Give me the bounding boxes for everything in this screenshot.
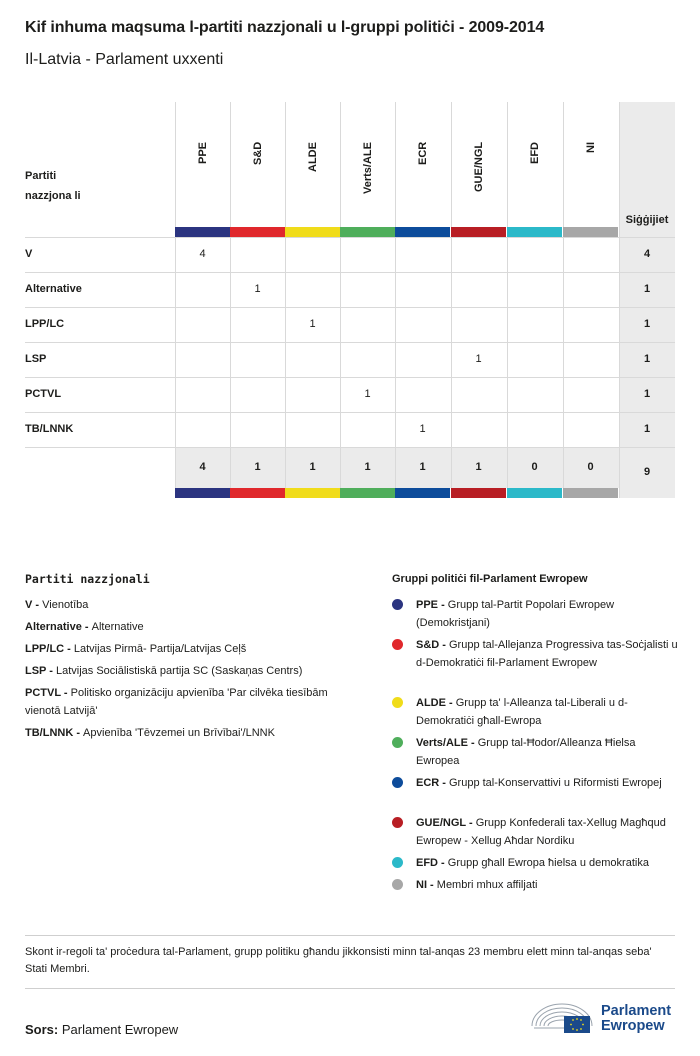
row-total: 1 — [643, 353, 651, 365]
legend-name: Grupp tal-Ħodor/Alleanza Ħielsa Ewropea — [416, 737, 636, 767]
political-group-legend-item — [416, 694, 678, 730]
row-total: 1 — [643, 423, 651, 435]
column-color-bar — [507, 227, 562, 237]
legend-abbr: S&D - — [416, 639, 449, 651]
table-cell: 4 — [199, 248, 206, 260]
national-party-legend-item — [25, 618, 365, 636]
column-header-guengl — [451, 102, 506, 226]
row-total: 1 — [643, 283, 651, 295]
column-total: 0 — [587, 461, 594, 473]
national-parties-legend-title: Partiti nazzjonali — [25, 572, 150, 586]
column-header-efd — [507, 102, 562, 226]
column-color-bar — [340, 227, 395, 237]
row-label: TB/LNNK — [25, 423, 74, 435]
column-total: 1 — [364, 461, 371, 473]
seats-table — [0, 0, 700, 520]
column-color-bar — [175, 227, 230, 237]
column-header-label: Verts/ALE — [362, 142, 374, 194]
row-divider — [25, 342, 675, 343]
legend-name: Grupp tal-Allejanza Progressiva tas-Soċjalisti u d-Demokratiċi fil-Parlament Ewropew — [416, 639, 678, 669]
national-party-legend-item — [25, 662, 365, 680]
column-color-bar — [175, 488, 230, 498]
column-total: 1 — [309, 461, 316, 473]
row-divider — [25, 377, 675, 378]
row-label: V — [25, 248, 33, 260]
row-total: 4 — [643, 248, 651, 260]
legend-name: Politisko organizāciju apvienība 'Par cilvēka tiesībām vienotā Latvijā' — [25, 687, 328, 717]
column-color-bar — [563, 227, 618, 237]
row-label: LPP/LC — [25, 318, 65, 330]
column-color-bar — [285, 488, 340, 498]
divider-bottom — [25, 988, 675, 989]
column-color-bar — [451, 227, 506, 237]
column-color-bar — [340, 488, 395, 498]
national-party-legend-item — [25, 640, 365, 658]
row-divider — [25, 272, 675, 273]
page-title: Kif inhuma maqsuma l-partiti nazzjonali u l-gruppi politiċi - 2009-2014 — [25, 19, 545, 36]
legend-color-dot — [392, 697, 403, 708]
table-cell: 1 — [475, 353, 482, 365]
column-header-label: EFD — [529, 142, 541, 164]
column-header-label: S&D — [252, 141, 264, 165]
column-header-label: PPE — [197, 141, 209, 164]
political-group-legend-item — [416, 596, 678, 632]
political-group-legend-item — [416, 876, 678, 894]
national-party-legend-item — [25, 684, 360, 720]
column-color-bar — [285, 227, 340, 237]
legend-color-dot — [392, 817, 403, 828]
legend-abbr: LSP - — [25, 665, 56, 677]
column-header-label: ALDE — [307, 142, 319, 172]
political-group-legend-item — [416, 734, 678, 770]
legend-name: Membri mhux affiljati — [436, 879, 538, 891]
legend-abbr: PCTVL - — [25, 687, 71, 699]
legend-abbr: GUE/NGL - — [416, 817, 476, 829]
legend-abbr: EFD - — [416, 857, 448, 869]
column-header-vertsale — [340, 102, 395, 226]
political-group-legend-item — [416, 636, 678, 672]
parliament-logo-text — [601, 1004, 671, 1034]
column-color-bar — [395, 227, 450, 237]
column-color-bar — [563, 488, 618, 498]
political-group-legend-item — [416, 814, 678, 850]
column-header-ni — [563, 102, 618, 226]
legend-abbr: Verts/ALE - — [416, 737, 478, 749]
legend-name: Grupp tal-Partit Popolari Ewropew (Demokristjani) — [416, 599, 615, 629]
column-color-bar — [507, 488, 562, 498]
legend-name: Grupp tal-Konservattivi u Riformisti Ewropej — [449, 777, 662, 789]
legend-abbr: TB/LNNK - — [25, 727, 84, 739]
column-header-label: ECR — [417, 141, 429, 165]
column-color-bar — [230, 488, 285, 498]
table-cell: 1 — [309, 318, 316, 330]
legend-name: Alternative — [91, 621, 144, 633]
legend-name: Grupp ta' l-Alleanza tal-Liberali u d-Demokratiċi għall-Ewropa — [416, 697, 628, 727]
row-label: PCTVL — [25, 388, 62, 400]
legend-abbr: Alternative - — [25, 621, 92, 633]
legend-abbr: LPP/LC - — [25, 643, 74, 655]
divider-top — [25, 935, 675, 936]
column-header-ppe — [175, 102, 230, 226]
row-divider — [25, 447, 675, 448]
column-header-sd — [230, 102, 285, 226]
logo-line-1: Parlament — [601, 1003, 672, 1019]
total-header: Siġġijiet — [625, 214, 669, 226]
row-divider — [25, 307, 675, 308]
source-line — [25, 1022, 178, 1037]
column-color-bar — [395, 488, 450, 498]
legend-color-dot — [392, 737, 403, 748]
column-header-label: NI — [585, 142, 597, 153]
legend-color-dot — [392, 599, 403, 610]
source-value: Parlament Ewropew — [61, 1022, 179, 1037]
legend-abbr: NI - — [416, 879, 437, 891]
legend-color-dot — [392, 857, 403, 868]
logo-line-2: Ewropew — [601, 1018, 665, 1034]
row-header: Partiti nazzjona li — [25, 170, 81, 202]
political-group-legend-item — [416, 774, 678, 792]
total-column-background — [619, 102, 675, 498]
column-header-alde — [285, 102, 340, 226]
row-label: Alternative — [25, 283, 82, 295]
legend-name: Latvijas Pirmā- Partija/Latvijas Ceļš — [73, 643, 247, 655]
source-label: Sors: — [25, 1022, 59, 1037]
legend-abbr: PPE - — [416, 599, 448, 611]
legend-color-dot — [392, 777, 403, 788]
political-group-legend-item — [416, 854, 678, 872]
row-label: LSP — [25, 353, 47, 365]
national-party-legend-item — [25, 724, 365, 742]
national-party-legend-item — [25, 596, 365, 614]
legend-name: Vienotība — [42, 599, 89, 611]
column-total: 0 — [531, 461, 538, 473]
legend-color-dot — [392, 639, 403, 650]
footnote: Skont ir-regoli ta' proċedura tal-Parlament, grupp politiku għandu jikkonsisti minn tal-anqas 23 membru elett minn tal-anqas seba' Stati Membri. — [25, 946, 652, 975]
legend-name: Grupp għall Ewropa ħielsa u demokratika — [447, 857, 649, 869]
column-header-label: GUE/NGL — [473, 141, 485, 192]
column-color-bar — [230, 227, 285, 237]
column-total: 1 — [419, 461, 426, 473]
legend-name: Grupp Konfederali tax-Xellug Magħqud Ewropew - Xellug Aħdar Nordiku — [416, 817, 666, 847]
page-subtitle: Il-Latvia - Parlament uxxenti — [25, 51, 224, 68]
legend-name: Latvijas Sociālistiskā partija SC (Saskaņas Centrs) — [55, 665, 303, 677]
row-total: 1 — [643, 318, 651, 330]
column-total: 4 — [199, 461, 206, 473]
column-divider — [619, 102, 620, 498]
row-divider — [25, 237, 675, 238]
political-groups-legend-title: Gruppi politiċi fil-Parlament Ewropew — [392, 573, 588, 585]
table-cell: 1 — [364, 388, 371, 400]
row-total: 1 — [643, 388, 651, 400]
column-total: 1 — [254, 461, 261, 473]
table-cell: 1 — [419, 423, 426, 435]
grand-total: 9 — [643, 466, 651, 478]
column-total: 1 — [475, 461, 482, 473]
column-color-bar — [451, 488, 506, 498]
legend-color-dot — [392, 879, 403, 890]
legend-name: Apvienība 'Tēvzemei un Brīvībai'/LNNK — [83, 727, 275, 739]
table-cell: 1 — [254, 283, 261, 295]
row-divider — [25, 412, 675, 413]
column-header-ecr — [395, 102, 450, 226]
legend-abbr: ALDE - — [416, 697, 456, 709]
legend-abbr: V - — [25, 599, 43, 611]
legend-abbr: ECR - — [416, 777, 449, 789]
